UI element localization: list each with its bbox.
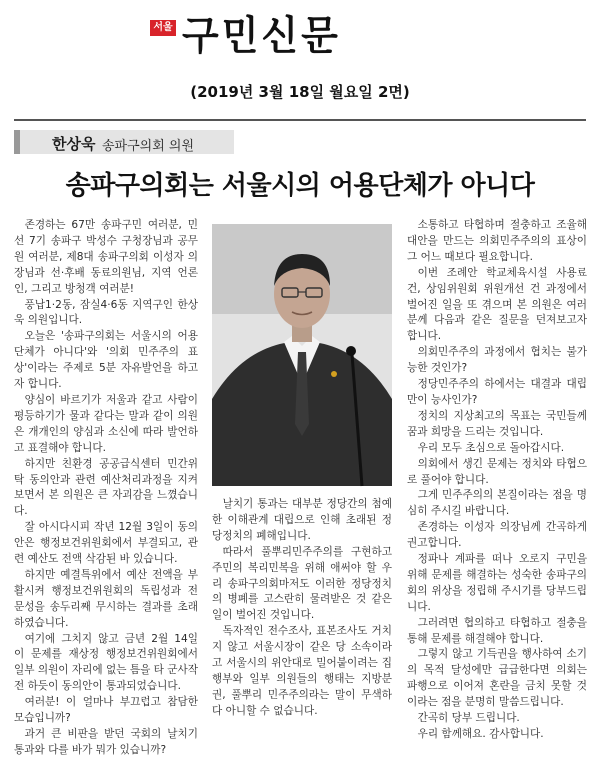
paragraph: 존경하는 67만 송파구민 여러분, 민선 7기 송파구 박성수 구청장님과 공무원 여러분, 제8대 송파구의회 이성자 의장님과 선·후배 동료의원님, 지역 언론인, 그리고 방청객 여러분! bbox=[14, 219, 198, 295]
paragraph: 그게 민주주의의 본질이라는 점을 명심히 주시길 바랍니다. bbox=[407, 489, 587, 518]
paragraph: 의회에서 생긴 문제는 정치와 타협으로 풀어야 합니다. bbox=[407, 457, 587, 486]
paragraph: 잘 아시다시피 작년 12월 3일이 동의안은 행정보건위원회에서 부결되고, 관련 예산도 전액 삭감된 바 있습니다. bbox=[14, 521, 198, 566]
article-column-right bbox=[407, 218, 587, 740]
article-column-middle bbox=[212, 497, 392, 717]
paragraph: 존경하는 이성자 의장님께 간곡하게 권고합니다. bbox=[407, 521, 587, 550]
paragraph: 우리 함께해요. 감사합니다. bbox=[417, 728, 544, 740]
paragraph: 따라서 풀뿌리민주주의를 구현하고 주민의 복리민복을 위해 애써야 할 우리 송파구의회마저도 이러한 정당정치의 병폐를 고스란히 물려받은 것 같은 일이 벌어진 것입니다. bbox=[212, 545, 392, 622]
paragraph: 여러분! 이 얼마나 부끄럽고 참담한 모습입니까? bbox=[14, 696, 198, 725]
paragraph: 그렇지 않고 기득권을 행사하여 소기의 목적 달성에만 급급한다면 의회는 파행으로 이어져 혼란을 금치 못할 것이라는 점을 분명히 말씀드립니다. bbox=[407, 648, 587, 709]
masthead-logo: 구민신문 bbox=[182, 12, 341, 59]
paragraph: 의회민주주의 과정에서 협치는 불가능한 것인가? bbox=[407, 346, 587, 375]
header-rule bbox=[14, 119, 586, 121]
paragraph: 양심이 바르기가 저울과 같고 사람이 평등하기가 물과 같다는 말과 같이 의원은 개개인의 양심과 소신에 따라 발언하고 표결해야 합니다. bbox=[14, 393, 198, 454]
paragraph: 소통하고 타협하며 절충하고 조율해 대안을 만드는 의회민주주의의 표상이 그 어느 때보다 필요합니다. bbox=[407, 219, 587, 263]
byline-role: 송파구의회 의원 bbox=[102, 139, 195, 154]
paragraph: 그러려면 협의하고 타협하고 절충을 통해 문제를 해결해야 합니다. bbox=[407, 616, 587, 645]
paragraph: 과거 큰 비판을 받던 국회의 날치기 통과와 다를 바가 뭐가 있습니까? bbox=[14, 728, 198, 756]
paragraph: 독자적인 전수조사, 표본조사도 거치지 않고 서울시장이 같은 당 소속이라고 서울시의 위안대로 밀어붙이려는 집행부와 일부 의원들의 행태는 지방분권, 풀뿌리 민주주의라는 말이 무색하다 아니할 수 없습니다. bbox=[212, 625, 392, 717]
paragraph: 오늘은 '송파구의회는 서울시의 어용단체가 아니다'와 '의회 민주주의 표상'이라는 주제로 5분 자유발언을 하고자 합니다. bbox=[14, 330, 198, 391]
paragraph: 하지만 예결특위에서 예산 전액을 부활시켜 행정보건위원회의 독립성과 전문성을 송두리째 무시하는 결과를 초래하였습니다. bbox=[14, 568, 198, 629]
article-column-left bbox=[14, 218, 198, 756]
portrait-illustration bbox=[212, 224, 392, 486]
dateline: (2019년 3월 18일 월요일 2면) bbox=[190, 83, 410, 101]
paragraph: 정당민주주의 하에서는 대결과 대립만이 능사인가? bbox=[407, 378, 587, 406]
byline-name: 한상욱 bbox=[52, 135, 96, 153]
paragraph: 정파나 계파를 떠나 오로지 구민을 위해 문제를 해결하는 성숙한 송파구의회의 위상을 정립해 주시기를 당부드립니다. bbox=[407, 553, 587, 613]
paragraph: 이번 조례안 학교체육시설 사용료 건, 상임위원회 위원개선 건 과정에서 벌어진 일을 또 겪으며 본 의원은 여러분께 다음과 같은 질문을 던져보고자 합니다. bbox=[407, 266, 587, 343]
paragraph: 여기에 그치지 않고 금년 2월 14일 이 문제를 재상정 행정보건위원회에서 일부 의원이 자리에 없는 틈을 타 군사작전 하듯이 동의안이 통과되었습니다. bbox=[14, 632, 198, 693]
paragraph: 간곡히 당부 드립니다. bbox=[417, 712, 520, 725]
masthead-region-tag: 서울 bbox=[150, 20, 176, 36]
article-headline: 송파구의회는 서울시의 어용단체가 아니다 bbox=[65, 171, 535, 201]
paragraph: 정치의 지상최고의 목표는 국민들께 꿈과 희망을 드리는 것입니다. bbox=[407, 409, 587, 438]
paragraph: 우리 모두 초심으로 돌아갑시다. bbox=[417, 441, 565, 454]
paragraph: 날치기 통과는 대부분 정당간의 첨예한 이해관계 대립으로 인해 초래된 정당정치의 폐해입니다. bbox=[212, 498, 392, 542]
paragraph: 하지만 친환경 공공급식센터 민간위탁 동의안과 관련 예산처리과정을 지켜보면서 본 의원은 큰 자괴감을 느꼈습니다. bbox=[14, 457, 198, 518]
author-portrait-photo bbox=[212, 224, 392, 486]
paragraph: 풍납1·2동, 잠실4·6동 지역구인 한상욱 의원입니다. bbox=[14, 298, 198, 327]
